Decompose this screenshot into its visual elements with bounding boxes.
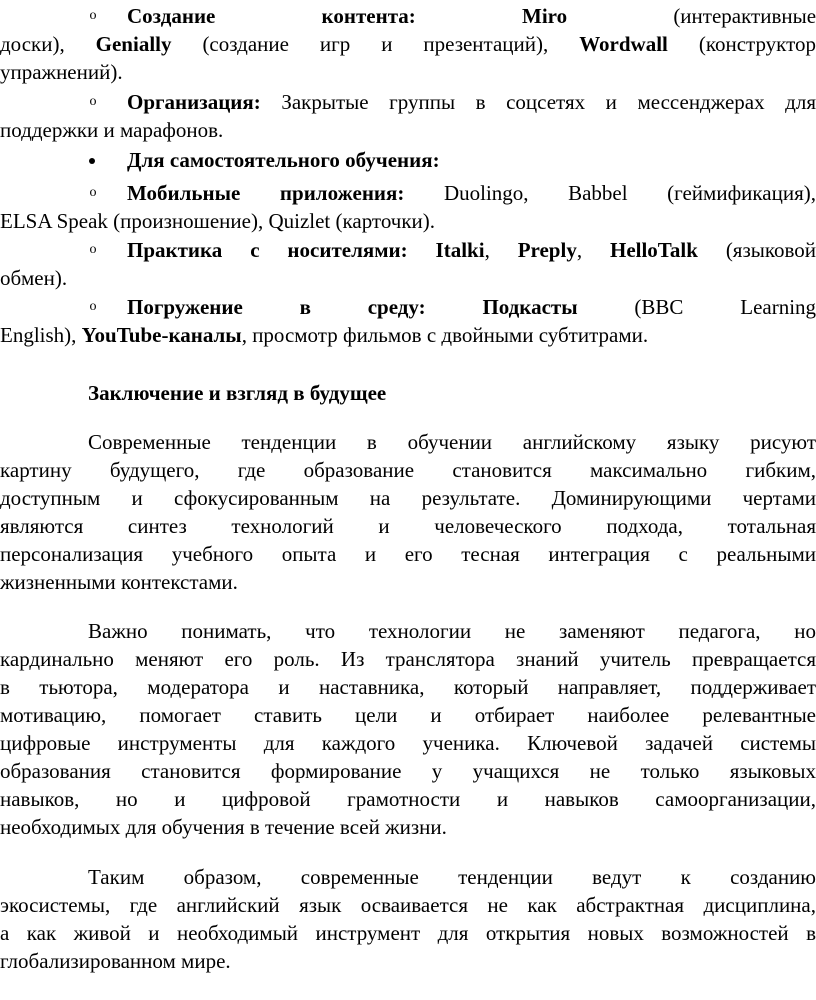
youtube-label: YouTube-каналы xyxy=(81,323,242,347)
circle-bullet-icon: o xyxy=(89,8,97,23)
circle-bullet-icon: o xyxy=(89,242,97,257)
item-label-organization: Организация: xyxy=(127,90,261,114)
item-label-mobile: Мобильные приложения: xyxy=(127,181,405,205)
tool-genially: Genially xyxy=(95,32,172,56)
tool-miro: Miro xyxy=(522,4,568,28)
list-item-creation: o Создание контента: Miro (интерактивные xyxy=(0,3,816,29)
document-page: o Создание контента: Miro (интерактивные доски), Genially (создание игр и презентаций), Wordwall (конструктор упражнений). o Организация: Закрытые группы в соцсетях и мессенджерах для поддержки и марафонов. Для самостоятельного обучения: o Мобильные приложения: Duolingo, Babbel (геймификация), ELSA Speak (произношение), Quizlet (карточки). o Практика с носителями: Italki, Preply, HelloTalk (языковой обмен). o Погружение в среду: Подкасты (BBC Learning English), YouTube-каналы, просмотр фильмов с двойными субтитрами. Заключение и взгляд в будущее Современные тенденции в обучении английскому языку рисуют картину будущего, где образование становится максимально гибким, доступным и сфокусированным на результате. Доминирующими чертами являются синтез технологий и человеческого подхода, тотальная персонализация учебного опыта и его тесная интеграция с реальными жизненными контекстами. Важно понимать, что технологии не заменяют педагога, но кардинально меняют его роль. Из транслятора знаний учитель превращается в тьютора, модератора и наставника, который направляет, поддерживает мотивацию, помогает ставить цели и отбирает наиболее релевантные цифровые инструменты для каждого ученика. Ключевой задачей системы образования становится формирование у учащихся не только языковых навыков, но и цифровой грамотности и навыков самоорганизации, необходимых для обучения в течение всей жизни. Таким образом, современные тенденции ведут к созданию экосистемы, где английский язык осваивается не как абстрактная дисциплина, а как живой и необходимый инструмент для открытия новых возможностей в глобализированном мире. xyxy=(0,4,816,973)
self-study-heading: Для самостоятельного обучения: xyxy=(127,148,440,172)
circle-bullet-icon: o xyxy=(89,185,97,200)
item-label-creation: Создание контента: xyxy=(127,4,416,28)
tool-preply: Preply xyxy=(517,238,577,262)
tool-italki: Italki xyxy=(435,238,485,262)
item-label-immersion: Погружение в среду: xyxy=(127,295,426,319)
list-item-organization: o Организация: Закрытые группы в соцсетях и мессенджерах для xyxy=(0,89,816,115)
list-item-self-study xyxy=(0,147,816,173)
list-item-immersion: o Погружение в среду: Подкасты (BBC Learning xyxy=(0,294,816,320)
list-item-practice: o Практика с носителями: Italki, Preply, HelloTalk (языковой xyxy=(0,237,816,263)
podcasts-label: Подкасты xyxy=(482,295,578,319)
filled-bullet-icon xyxy=(89,158,95,164)
list-item-mobile: o Мобильные приложения: Duolingo, Babbel (геймификация), xyxy=(0,180,816,206)
tool-wordwall: Wordwall xyxy=(579,32,668,56)
circle-bullet-icon: o xyxy=(89,94,97,109)
tool-hellotalk: HelloTalk xyxy=(609,238,698,262)
circle-bullet-icon: o xyxy=(89,299,97,314)
conclusion-heading: Заключение и взгляд в будущее xyxy=(88,381,387,405)
item-label-practice: Практика с носителями: xyxy=(127,238,408,262)
